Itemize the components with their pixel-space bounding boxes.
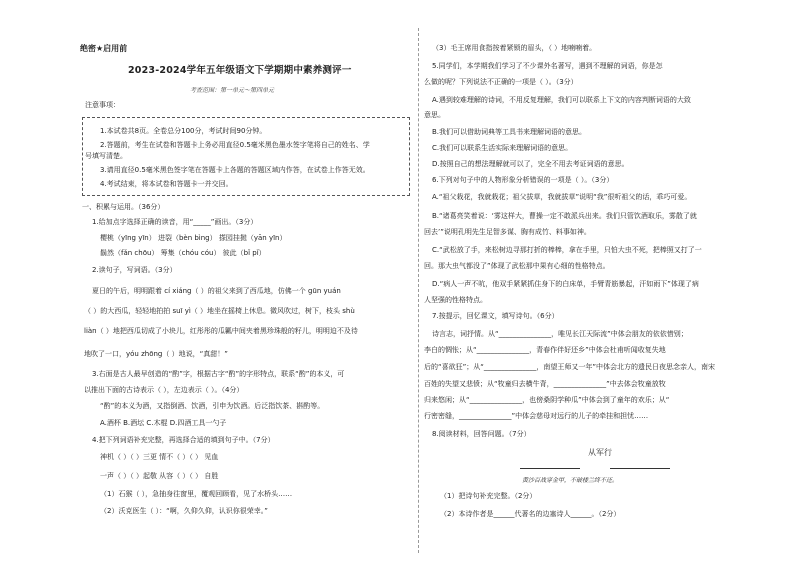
question-text: 行密密缝，_______________”中体会慈母对远行的儿子的牵挂和担忧…… bbox=[424, 412, 649, 420]
question-text: 么做的呢？下列说法不正确的一项是（ ）。（3分） bbox=[424, 78, 578, 86]
question-text: “酌”的本义为酒，又指倒酒、饮酒，引申为饮酒。后泛指饮茶、斟酌等。 bbox=[100, 402, 325, 410]
question-text: 诗言志，词抒情。从“_______________，唯见长江天际流”中体会朋友的依依惜别； bbox=[432, 330, 688, 338]
notice-item: 号填写清楚。 bbox=[85, 152, 127, 160]
question-text: A.“祖父栽花，我就栽花；祖父拔草，我就拔草”说明“我”很听祖父的话，乖巧可爱。 bbox=[432, 193, 692, 201]
poem-blank-line bbox=[520, 460, 580, 469]
question-text: （2）本诗作者是______代著名的边塞诗人______。（2分） bbox=[440, 510, 621, 518]
poem-title: 从军行 bbox=[588, 448, 612, 457]
question-text: liàn（ ）地把西瓜切成了小块儿，红彤彤的瓜瓤中间夹着黑珍珠般的籽儿，明明迫不及待 bbox=[84, 327, 358, 335]
question-text: （2）沃克医生（ ）：“啊，久仰久仰，认识你很荣幸。” bbox=[100, 507, 268, 515]
question-text: （1）把诗句补充完整。（2分） bbox=[440, 492, 537, 500]
question-text: 夏日的午后，明明跟着 cí xiáng（ ）的祖父来到了西瓜地，仿佛一个 gūn yuán bbox=[92, 287, 341, 295]
question-text: 一声（ ）（ ）起敬 从容（ ）（ ） 自胜 bbox=[100, 472, 219, 480]
question-text: （1）石猴（ ），急抽身往窗里，覆观回顾看，见了水桥头…… bbox=[100, 490, 293, 498]
question-text: 6.下列对句子中的人物形象分析错误的一项是（ ）。（3分） bbox=[432, 176, 614, 184]
question-text: 李白的惆怅；从“_______________，青春作伴好还乡”中体会杜甫听闻收复失地 bbox=[424, 346, 666, 354]
question-text: 1.给加点字选择正确的读音，用“_____”画出。（3分） bbox=[92, 218, 258, 226]
question-text: 人坚强的性格特点。 bbox=[424, 296, 487, 304]
question-text: （ ）的大西瓜，轻轻地拍拍 suī yì（ ）地坐在摇椅上休息。微风吹过，树下，枝头 shù bbox=[84, 307, 355, 315]
question-text: 回去’”说明孔明先生足智多谋、胸有成竹、料事如神。 bbox=[424, 228, 591, 236]
question-text: 地吹了一口，yóu zhōng（ ）地说，“真甜！” bbox=[84, 350, 228, 358]
exam-scope: 考查范围：第一单元～第四单元 bbox=[190, 87, 275, 94]
question-text: 回。那大虫气都没了”体现了武松那中果有心细的性格特点。 bbox=[424, 262, 610, 270]
question-text: 8.阅读材料，回答问题。（7分） bbox=[432, 430, 531, 438]
notice-title: 注意事项： bbox=[85, 101, 120, 109]
question-text: 归来悠闲；从“_______________，也傍桑阴学种瓜”中体会到了童年的欢乐；从“ bbox=[424, 396, 670, 404]
question-text: A.遇到较难理解的诗词，不用反复理解，我们可以联系上下文的内容判断词语的大致 bbox=[432, 96, 691, 104]
notice-item: 2.答题前，考生在试卷和答题卡上务必用直径0.5毫米黑色墨水签字笔将自己的姓名、学 bbox=[100, 141, 370, 149]
question-text: B.我们可以借助词典等工具书来理解词语的意思。 bbox=[432, 128, 587, 136]
question-text: C.我们可以联系生活实际来理解词语的意思。 bbox=[432, 144, 573, 152]
poem-blank-line bbox=[610, 460, 670, 469]
question-text: 樱桃（yīng yīn） 进裂（bèn bìng） 搽园挂拋（yān yīn） bbox=[100, 234, 287, 242]
question-text: 3.右面是古人最早创造的“酌”字，根据古字“酌”的字形特点，联系“酌”的本义，可 bbox=[92, 370, 345, 378]
question-text: 百姓的失望又悲愤；从“牧童归去横牛背，_______________”中去体会牧童放牧 bbox=[424, 380, 666, 388]
notice-item: 4.考试结束，将本试卷和答题卡一并交回。 bbox=[100, 180, 233, 188]
question-text: （3）毛王席用食指按着紧锁的眉头，（ ）地喃喃着。 bbox=[432, 44, 597, 52]
question-text: 鬍然（fǎn chōu） 筹集（chóu cóu） 彼此（bǐ pǐ） bbox=[100, 249, 266, 257]
question-text: 意思。 bbox=[424, 111, 445, 119]
question-text: 4.把下列词语补充完整，再选择合适的填到句子中。（7分） bbox=[92, 436, 275, 444]
column-divider bbox=[418, 28, 419, 553]
question-text: 2.读句子，写词语。（3分） bbox=[92, 266, 177, 274]
question-text: B.“诸葛亮笑着说：‘雾这样大，曹操一定不敢派兵出来。我们只管饮酒取乐，雾散了就 bbox=[432, 212, 697, 220]
question-text: 5.同学们，本学期我们学习了不少课外名著写，遇到不理解的词语，你是怎 bbox=[432, 62, 663, 70]
question-text: 7.按提示，回忆课文，填写诗句。（6分） bbox=[432, 312, 559, 320]
section-heading: 一、积累与运用。（36分） bbox=[82, 203, 165, 211]
question-text: D.“病人一声不吭，他双手紧紧抓住身下的白床单，手臂青筋暴起，汗如雨下”体现了病 bbox=[432, 280, 699, 288]
notice-item: 3.请用直径0.5毫米黑色签字笔在答题卡上各题的答题区域内作答，在试卷上作答无效。 bbox=[100, 166, 370, 174]
question-text: 后的“喜欲狂”；从“_______________，南望王师又一年”中体会北方的遗民日夜思念亲人，南宋 bbox=[424, 363, 716, 371]
exam-title: 2023-2024学年五年级语文下学期期中素养测评一 bbox=[128, 65, 352, 76]
question-text: 神机（ ）（ ）三更 情不（ ）（ ） 见血 bbox=[100, 453, 219, 461]
confidential-label: 绝密★启用前 bbox=[80, 44, 128, 53]
question-text: C.“武松放了手，来松树边寻那打折的棒棒，拿在手里，只怕大虫不死，把棒照又打了一 bbox=[432, 246, 702, 254]
question-text: D.按照自己的想法理解就可以了，完全不用去考证词语的意思。 bbox=[432, 160, 629, 168]
notice-item: 1.本试卷共8页。全卷总分100分，考试时间90分钟。 bbox=[100, 127, 267, 135]
poem-line: 黄沙百战穿金甲，不破楼兰终不还。 bbox=[522, 477, 619, 484]
question-text: 以推出下面的古诗表示（ ），左边表示（ ）。（4分） bbox=[84, 386, 244, 394]
question-text: A.酒杯 B.酒坛 C.木棍 D.四酒工具一勺子 bbox=[100, 419, 227, 427]
